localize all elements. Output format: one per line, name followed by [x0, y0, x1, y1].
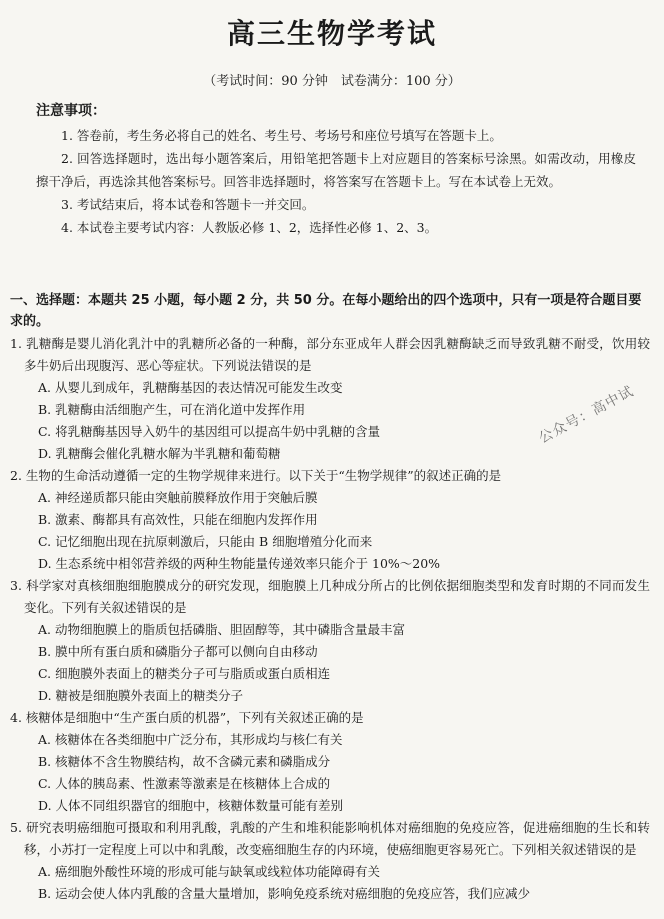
exam-title: 高三生物学考试	[226, 17, 437, 50]
question-stem: 5. 研究表明癌细胞可摄取和利用乳酸，乳酸的产生和堆积能影响机体对癌细胞的免疫应答，促进癌细胞的生长和转移，小苏打一定程度上可以中和乳酸，改变癌细胞生存的内环境，使癌细胞更容易死亡。下列相关叙述错误的是	[10, 820, 650, 857]
option-b: B. 乳糖酶由活细胞产生，可在消化道中发挥作用	[38, 402, 306, 417]
option-a: A. 动物细胞膜上的脂质包括磷脂、胆固醇等，其中磷脂含量最丰富	[38, 622, 405, 637]
option-d: D. 人体不同组织器官的细胞中，核糖体数量可能有差别	[38, 798, 344, 813]
option-a: A. 核糖体在各类细胞中广泛分布，其形成均与核仁有关	[38, 732, 343, 747]
option-b: B. 膜中所有蛋白质和磷脂分子都可以侧向自由移动	[38, 644, 318, 659]
option-a: A. 神经递质都只能由突触前膜释放作用于突触后膜	[38, 490, 318, 505]
note-item: 3. 考试结束后，将本试卷和答题卡一并交回。	[61, 197, 315, 212]
watermark-text: 公众号：高中试	[536, 383, 637, 447]
question-4	[10, 707, 650, 817]
question-stem: 4. 核糖体是细胞中“生产蛋白质的机器”，下列有关叙述正确的是	[10, 710, 364, 725]
section-heading: 一、选择题：本题共 25 小题，每小题 2 分，共 50 分。在每小题给出的四个选项中，只有一项是符合题目要求的。	[10, 293, 642, 329]
option-d: D. 乳糖酶会催化乳糖水解为半乳糖和葡萄糖	[38, 446, 281, 461]
question-2	[10, 465, 650, 575]
question-stem: 1. 乳糖酶是婴儿消化乳汁中的乳糖所必备的一种酶，部分东亚成年人群会因乳糖酶缺乏而导致乳糖不耐受，饮用较多牛奶后出现腹泻、恶心等症状。下列说法错误的是	[10, 336, 650, 373]
notes-heading: 注意事项：	[36, 103, 106, 119]
note-item: 4. 本试卷主要考试内容：人教版必修 1、2，选择性必修 1、2、3。	[61, 220, 438, 235]
option-c: C. 细胞膜外表面上的糖类分子可与脂质或蛋白质相连	[38, 666, 331, 681]
question-1	[10, 333, 650, 465]
option-c: C. 记忆细胞出现在抗原刺激后，只能由 B 细胞增殖分化而来	[38, 534, 373, 549]
question-5	[10, 817, 650, 905]
note-item: 2. 回答选择题时，选出每小题答案后，用铅笔把答题卡上对应题目的答案标号涂黑。如需改动，用橡皮擦干净后，再选涂其他答案标号。回答非选择题时，将答案写在答题卡上。写在本试卷上无效。	[36, 151, 636, 189]
option-a: A. 从婴儿到成年，乳糖酶基因的表达情况可能发生改变	[38, 380, 343, 395]
option-c: C. 将乳糖酶基因导入奶牛的基因组可以提高牛奶中乳糖的含量	[38, 424, 381, 439]
note-item: 1. 答卷前，考生务必将自己的姓名、考生号、考场号和座位号填写在答题卡上。	[61, 128, 502, 143]
option-d: D. 生态系统中相邻营养级的两种生物能量传递效率只能介于 10%～20%	[38, 556, 441, 571]
question-stem: 3. 科学家对真核细胞细胞膜成分的研究发现，细胞膜上几种成分所占的比例依据细胞类型和发育时期的不同而发生变化。下列有关叙述错误的是	[10, 578, 650, 615]
option-b: B. 激素、酶都具有高效性，只能在细胞内发挥作用	[38, 512, 318, 527]
exam-subtitle: （考试时间：90 分钟 试卷满分：100 分）	[203, 74, 461, 89]
option-a: A. 癌细胞外酸性环境的形成可能与缺氧或线粒体功能障碍有关	[38, 864, 380, 879]
question-3	[10, 575, 650, 707]
option-b: B. 核糖体不含生物膜结构，故不含磷元素和磷脂成分	[38, 754, 331, 769]
option-b: B. 运动会使人体内乳酸的含量大量增加，影响免疫系统对癌细胞的免疫应答，我们应减少	[38, 886, 531, 901]
option-d: D. 糖被是细胞膜外表面上的糖类分子	[38, 688, 244, 703]
option-c: C. 人体的胰岛素、性激素等激素是在核糖体上合成的	[38, 776, 331, 791]
notes-list	[36, 124, 636, 239]
question-stem: 2. 生物的生命活动遵循一定的生物学规律来进行。以下关于“生物学规律”的叙述正确的是	[10, 468, 502, 483]
